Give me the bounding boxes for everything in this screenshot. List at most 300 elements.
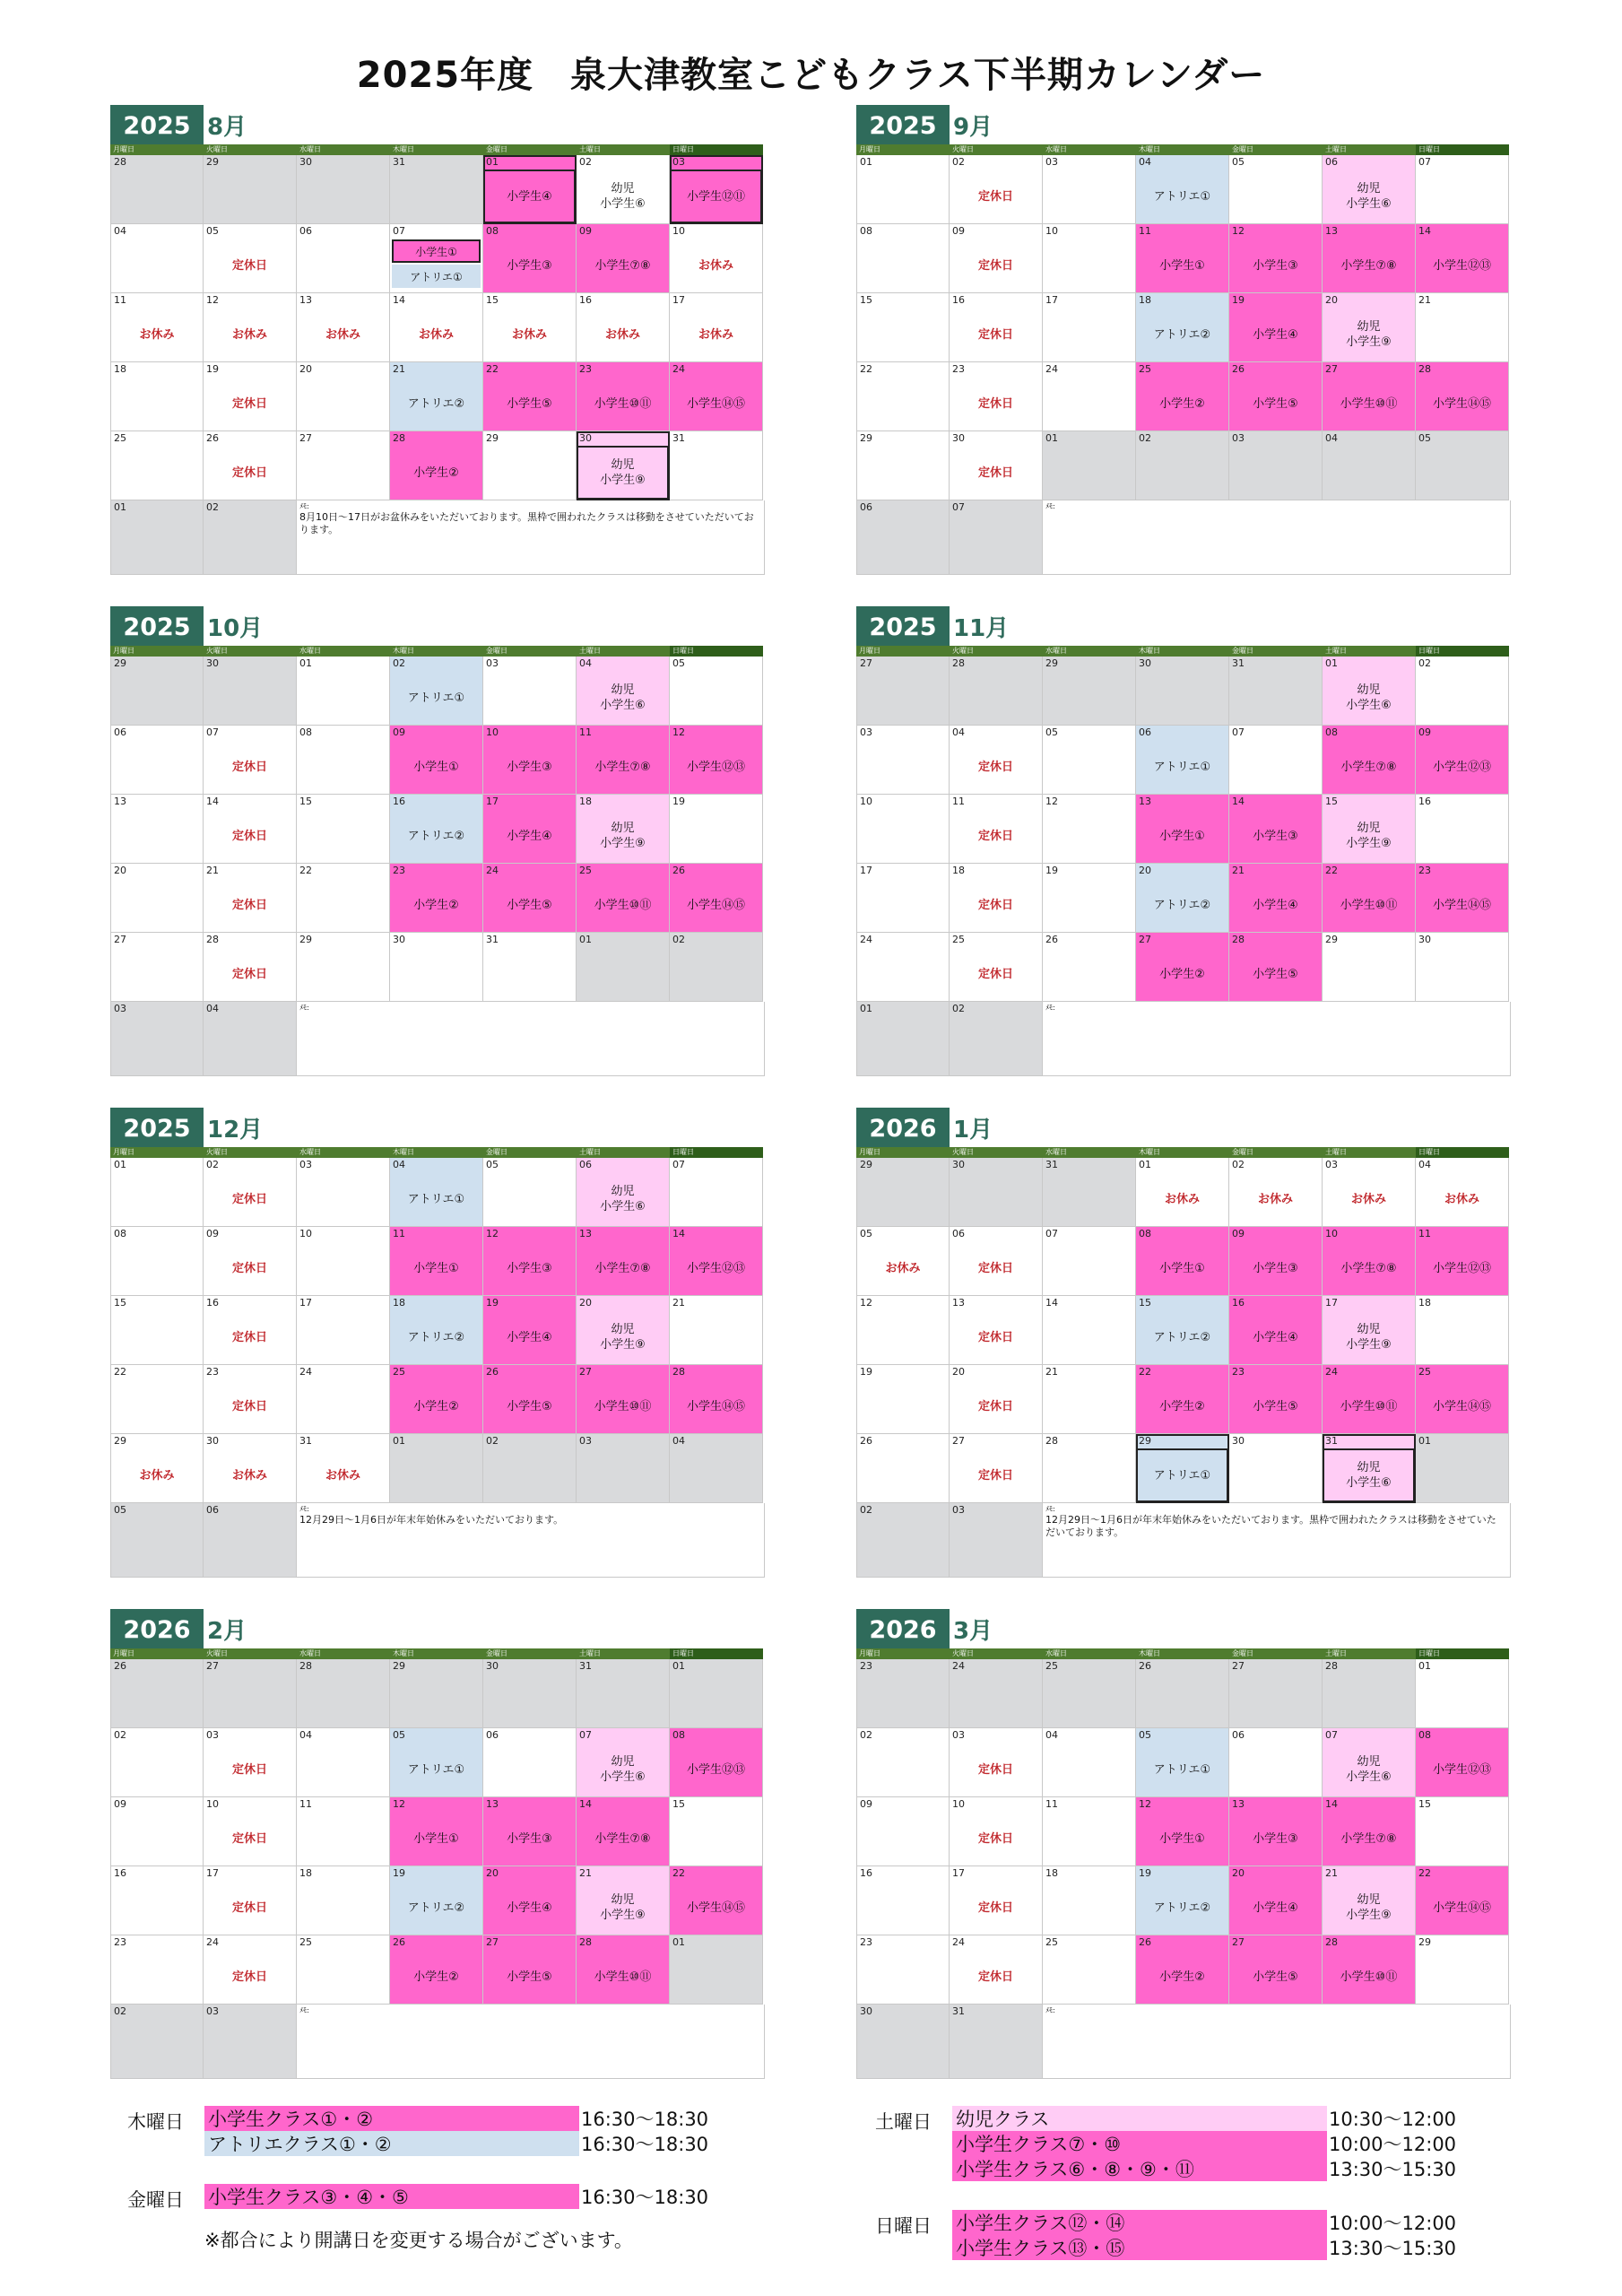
closed-label: 定休日 — [977, 967, 1013, 981]
day-cell — [577, 1935, 670, 2005]
day-number: 18 — [1045, 1867, 1058, 1879]
weekday-header: 月曜日 — [856, 646, 950, 657]
day-number: 30 — [1418, 934, 1431, 945]
day-cell — [1043, 1728, 1136, 1797]
day-cell — [670, 1935, 763, 2005]
day-cell — [1229, 1866, 1323, 1935]
day-cell — [856, 1158, 950, 1227]
day-cell — [110, 362, 204, 431]
day-number: 20 — [579, 1297, 592, 1309]
memo-label: ﾒﾓ: — [299, 1004, 309, 1012]
day-cell — [390, 1866, 483, 1935]
day-number: 16 — [952, 294, 965, 306]
day-number: 23 — [860, 1660, 872, 1672]
class-event: 小学生⑦⑧ — [1340, 1831, 1397, 1846]
day-number: 19 — [393, 1867, 405, 1879]
day-cell — [577, 657, 670, 726]
day-number: 21 — [1418, 294, 1431, 306]
day-cell — [1323, 1728, 1416, 1797]
day-number: 02 — [114, 2005, 126, 2017]
day-number: 03 — [1232, 432, 1245, 444]
class-event: 幼児 小学生⑨ — [1346, 822, 1392, 850]
day-number: 30 — [952, 432, 965, 444]
day-cell — [110, 155, 204, 224]
memo-text: 12月29日～1月6日が年末年始休みをいただいております。 — [299, 1514, 564, 1526]
day-cell — [856, 1935, 950, 2005]
day-cell — [110, 1158, 204, 1227]
day-number: 22 — [1139, 1366, 1151, 1378]
memo-label: ﾒﾓ: — [299, 502, 309, 510]
day-number: 03 — [860, 726, 872, 738]
day-number: 03 — [206, 1729, 219, 1741]
day-number: 12 — [1045, 796, 1058, 807]
day-cell — [483, 1797, 577, 1866]
day-number: 21 — [206, 865, 219, 876]
closed-label: 定休日 — [977, 1330, 1013, 1344]
day-cell — [483, 1227, 577, 1296]
day-number: 19 — [860, 1366, 872, 1378]
day-number: 16 — [860, 1867, 872, 1879]
memo-text: 8月10日～17日がお盆休みをいただいております。黒枠で囲われたクラスは移動をさせていただいております。 — [299, 511, 754, 535]
day-number: 29 — [1045, 657, 1058, 669]
day-cell — [1043, 1227, 1136, 1296]
legend-time: 10:00～12:00 — [1329, 2213, 1457, 2234]
day-cell — [204, 657, 297, 726]
weekday-header: 土曜日 — [1323, 1147, 1416, 1158]
day-number: 29 — [114, 1435, 126, 1447]
memo-box — [297, 1002, 765, 1076]
day-number: 21 — [1325, 1867, 1338, 1879]
weekday-header: 月曜日 — [110, 144, 204, 155]
day-number: 15 — [114, 1297, 126, 1309]
day-number: 30 — [299, 156, 312, 168]
day-cell — [1136, 1728, 1229, 1797]
class-event: 小学生⑤ — [507, 1970, 552, 1984]
weekday-header: 月曜日 — [856, 144, 950, 155]
day-cell — [390, 293, 483, 362]
month-header — [856, 1609, 1511, 1648]
day-number: 07 — [1325, 1729, 1338, 1741]
day-cell — [577, 795, 670, 864]
day-cell — [297, 1296, 390, 1365]
class-event: 小学生⑭⑮ — [1432, 898, 1491, 912]
day-cell — [577, 1365, 670, 1434]
day-cell — [1416, 657, 1509, 726]
class-event: 小学生⑤ — [507, 898, 552, 912]
day-number: 07 — [1232, 726, 1245, 738]
day-cell — [1136, 1659, 1229, 1728]
class-event: 幼児 小学生⑥ — [600, 683, 646, 712]
day-cell — [297, 726, 390, 795]
day-cell — [1416, 1365, 1509, 1434]
memo-label: ﾒﾓ: — [1045, 1505, 1055, 1513]
day-cell — [1416, 362, 1509, 431]
day-cell — [1136, 1158, 1229, 1227]
day-cell — [483, 1728, 577, 1797]
weekday-header: 土曜日 — [1323, 646, 1416, 657]
day-cell — [204, 1797, 297, 1866]
day-number: 02 — [1418, 657, 1431, 669]
day-number: 22 — [1325, 865, 1338, 876]
day-cell — [390, 155, 483, 224]
day-number: 03 — [299, 1159, 312, 1170]
day-cell — [483, 155, 577, 224]
day-cell — [297, 1158, 390, 1227]
day-cell — [670, 1296, 763, 1365]
day-cell — [856, 1797, 950, 1866]
day-cell — [1229, 1659, 1323, 1728]
month-grid — [110, 1648, 765, 2081]
day-number: 24 — [952, 1660, 965, 1672]
memo-box — [297, 500, 765, 575]
day-cell — [110, 1935, 204, 2005]
day-number: 28 — [206, 934, 219, 945]
day-number: 09 — [860, 1798, 872, 1810]
day-cell — [204, 362, 297, 431]
day-cell — [1229, 933, 1323, 1002]
day-cell — [204, 1659, 297, 1728]
closed-label: 定休日 — [977, 1970, 1013, 1984]
month-grid — [856, 1147, 1511, 1579]
weekday-header: 木曜日 — [390, 144, 483, 155]
day-number: 28 — [952, 657, 965, 669]
month-year: 2025 — [110, 105, 204, 144]
day-cell — [1323, 155, 1416, 224]
weekday-header: 木曜日 — [1136, 1147, 1229, 1158]
class-event: 小学生④ — [507, 829, 552, 843]
day-number: 09 — [1418, 726, 1431, 738]
day-cell — [577, 933, 670, 1002]
weekday-header: 月曜日 — [110, 1648, 204, 1659]
day-number: 26 — [1232, 363, 1245, 375]
class-event: アトリエ② — [407, 1330, 465, 1344]
day-cell — [1229, 362, 1323, 431]
day-cell — [1323, 1797, 1416, 1866]
day-cell — [297, 1659, 390, 1728]
day-number: 06 — [1232, 1729, 1245, 1741]
class-event: 幼児 小学生⑥ — [1323, 1448, 1415, 1502]
day-cell — [1229, 1227, 1323, 1296]
day-cell — [1323, 933, 1416, 1002]
weekday-header: 水曜日 — [1043, 144, 1136, 155]
day-number: 10 — [299, 1228, 312, 1239]
day-number: 20 — [114, 865, 126, 876]
day-cell — [1229, 795, 1323, 864]
class-event: アトリエ① — [1136, 1448, 1228, 1502]
day-number: 21 — [579, 1867, 592, 1879]
day-cell — [483, 1158, 577, 1227]
closed-label: 定休日 — [977, 1762, 1013, 1777]
day-cell — [110, 1659, 204, 1728]
month-calendar — [110, 606, 765, 1078]
class-event: 小学生⑦⑧ — [594, 258, 651, 273]
class-event: 小学生④ — [483, 170, 576, 223]
day-cell — [1136, 155, 1229, 224]
day-number: 07 — [206, 726, 219, 738]
day-cell — [297, 933, 390, 1002]
day-cell — [297, 1797, 390, 1866]
day-cell — [670, 1866, 763, 1935]
weekday-header: 水曜日 — [1043, 646, 1136, 657]
day-number: 23 — [393, 865, 405, 876]
month-year: 2026 — [856, 1609, 950, 1648]
day-cell — [856, 864, 950, 933]
month-year: 2026 — [110, 1609, 204, 1648]
day-number: 18 — [114, 363, 126, 375]
month-year: 2025 — [856, 105, 950, 144]
day-number: 09 — [206, 1228, 219, 1239]
month-grid — [110, 144, 765, 577]
day-number: 13 — [579, 1228, 592, 1239]
day-cell — [950, 657, 1043, 726]
memo-label: ﾒﾓ: — [1045, 1004, 1055, 1012]
day-number: 01 — [1325, 657, 1338, 669]
day-number: 03 — [206, 2005, 219, 2017]
day-cell — [1416, 726, 1509, 795]
class-event: アトリエ① — [407, 1192, 465, 1206]
day-cell — [483, 933, 577, 1002]
day-cell — [204, 795, 297, 864]
day-cell — [483, 293, 577, 362]
memo-day-cell — [204, 1002, 297, 1076]
closed-label: 定休日 — [977, 898, 1013, 912]
day-cell — [297, 864, 390, 933]
day-number: 16 — [206, 1297, 219, 1309]
class-event: 小学生⑤ — [1253, 1399, 1298, 1413]
day-number: 23 — [1418, 865, 1431, 876]
day-number: 30 — [486, 1660, 499, 1672]
day-number: 11 — [1045, 1798, 1058, 1810]
class-event: 小学生⑤ — [1253, 967, 1298, 981]
class-event: 小学生⑭⑮ — [1432, 1900, 1491, 1915]
legend-class: 小学生クラス⑦・⑩ — [952, 2131, 1327, 2156]
day-number: 01 — [672, 1936, 685, 1948]
day-cell — [1323, 431, 1416, 500]
day-cell — [577, 224, 670, 293]
class-event: 小学生① — [1159, 829, 1205, 843]
day-number: 30 — [1232, 1435, 1245, 1447]
day-number: 08 — [114, 1228, 126, 1239]
day-cell — [1416, 1659, 1509, 1728]
class-event: 小学生⑦⑧ — [594, 1261, 651, 1275]
day-cell — [297, 1935, 390, 2005]
weekday-header: 火曜日 — [204, 646, 297, 657]
day-number: 08 — [860, 225, 872, 237]
class-event: アトリエ② — [1153, 1330, 1211, 1344]
day-cell — [1323, 1227, 1416, 1296]
class-event: アトリエ① — [1153, 760, 1211, 774]
day-cell — [297, 1227, 390, 1296]
day-cell — [1229, 224, 1323, 293]
class-event: 幼児 小学生⑨ — [1346, 1323, 1392, 1352]
day-cell — [950, 155, 1043, 224]
day-cell — [856, 1365, 950, 1434]
day-cell — [1229, 657, 1323, 726]
day-number: 28 — [1418, 363, 1431, 375]
legend-day: 日曜日 — [875, 2215, 932, 2237]
day-number: 02 — [672, 934, 685, 945]
day-number: 30 — [579, 432, 592, 444]
day-cell — [390, 224, 483, 293]
day-cell — [483, 864, 577, 933]
class-event: 小学生⑫⑪ — [670, 170, 762, 223]
day-cell — [1043, 1935, 1136, 2005]
month-calendar — [856, 1108, 1511, 1579]
day-cell — [1136, 1866, 1229, 1935]
weekday-header: 土曜日 — [577, 1648, 670, 1659]
day-number: 26 — [1139, 1660, 1151, 1672]
class-event: 幼児 小学生⑨ — [600, 1323, 646, 1352]
class-event: 幼児 小学生⑥ — [1346, 1755, 1392, 1784]
memo-box — [297, 2005, 765, 2079]
day-number: 28 — [1325, 1660, 1338, 1672]
day-cell — [950, 1935, 1043, 2005]
day-number: 11 — [1418, 1228, 1431, 1239]
day-cell — [950, 1659, 1043, 1728]
closed-label: 定休日 — [231, 1762, 267, 1777]
month-grid — [856, 646, 1511, 1078]
day-cell — [1136, 864, 1229, 933]
class-event: アトリエ② — [1153, 898, 1211, 912]
weekday-header: 木曜日 — [1136, 1648, 1229, 1659]
day-number: 31 — [1045, 1159, 1058, 1170]
day-number: 09 — [114, 1798, 126, 1810]
closed-label: 定休日 — [977, 1399, 1013, 1413]
day-cell — [1043, 1434, 1136, 1503]
class-event: 小学生① — [413, 1261, 459, 1275]
day-cell — [950, 795, 1043, 864]
day-number: 07 — [1045, 1228, 1058, 1239]
day-number: 13 — [299, 294, 312, 306]
day-number: 19 — [206, 363, 219, 375]
day-number: 17 — [206, 1867, 219, 1879]
day-number: 26 — [206, 432, 219, 444]
class-event: 小学生② — [413, 898, 459, 912]
day-cell — [1136, 1296, 1229, 1365]
class-event: 小学生② — [1159, 967, 1205, 981]
class-event: 幼児 小学生⑨ — [577, 446, 669, 500]
class-event: 小学生② — [1159, 396, 1205, 411]
day-cell — [1229, 1296, 1323, 1365]
class-event: 小学生② — [413, 465, 459, 480]
day-number: 14 — [1418, 225, 1431, 237]
day-cell — [297, 1866, 390, 1935]
closed-label: 定休日 — [977, 1261, 1013, 1275]
day-number: 19 — [1139, 1867, 1151, 1879]
day-cell — [1229, 155, 1323, 224]
day-number: 20 — [486, 1867, 499, 1879]
day-cell — [204, 1728, 297, 1797]
month-calendar — [110, 1609, 765, 2081]
day-cell — [204, 726, 297, 795]
weekday-header: 月曜日 — [856, 1648, 950, 1659]
day-cell — [297, 155, 390, 224]
class-event: 小学生⑫⑬ — [686, 1261, 745, 1275]
class-event: 小学生⑤ — [507, 1399, 552, 1413]
day-number: 01 — [486, 156, 499, 168]
day-cell — [297, 224, 390, 293]
day-number: 25 — [114, 432, 126, 444]
class-event: 小学生⑤ — [1253, 1970, 1298, 1984]
memo-day-cell — [950, 1503, 1043, 1578]
day-number: 30 — [860, 2005, 872, 2017]
day-number: 25 — [393, 1366, 405, 1378]
memo-label: ﾒﾓ: — [299, 1505, 309, 1513]
day-cell — [1043, 1365, 1136, 1434]
day-cell — [1416, 1434, 1509, 1503]
day-number: 14 — [206, 796, 219, 807]
day-cell — [1416, 155, 1509, 224]
class-event: 小学生③ — [507, 1261, 552, 1275]
month-header — [110, 105, 765, 144]
day-number: 01 — [1418, 1660, 1431, 1672]
day-number: 24 — [952, 1936, 965, 1948]
day-number: 31 — [393, 156, 405, 168]
closed-label: お休み — [139, 1468, 175, 1483]
day-cell — [204, 1158, 297, 1227]
day-number: 31 — [1325, 1435, 1338, 1447]
day-number: 22 — [114, 1366, 126, 1378]
day-number: 28 — [1232, 934, 1245, 945]
closed-label: お休み — [325, 327, 360, 342]
day-number: 16 — [114, 1867, 126, 1879]
day-cell — [1136, 795, 1229, 864]
day-number: 21 — [1232, 865, 1245, 876]
day-cell — [297, 1365, 390, 1434]
day-cell — [110, 1296, 204, 1365]
day-cell — [670, 1227, 763, 1296]
class-event: 幼児 小学生⑨ — [600, 822, 646, 850]
day-number: 06 — [1139, 726, 1151, 738]
day-number: 24 — [486, 865, 499, 876]
day-number: 03 — [1325, 1159, 1338, 1170]
class-event: 幼児 小学生⑨ — [1346, 1893, 1392, 1922]
month-calendar — [856, 105, 1511, 577]
class-event: アトリエ② — [407, 829, 465, 843]
note-text: ※都合により開講日を変更する場合がございます。 — [204, 2230, 633, 2251]
day-cell — [856, 1659, 950, 1728]
month-header — [110, 606, 765, 646]
day-cell — [204, 933, 297, 1002]
month-header — [856, 1108, 1511, 1147]
weekday-header: 火曜日 — [204, 1147, 297, 1158]
day-number: 08 — [672, 1729, 685, 1741]
weekday-header: 火曜日 — [204, 1648, 297, 1659]
day-cell — [1043, 795, 1136, 864]
day-cell — [297, 657, 390, 726]
day-number: 15 — [1139, 1297, 1151, 1309]
day-number: 28 — [579, 1936, 592, 1948]
class-event: 小学生⑩⑪ — [1340, 898, 1398, 912]
memo-day-cell — [856, 1002, 950, 1076]
day-cell — [1043, 657, 1136, 726]
day-cell — [110, 1365, 204, 1434]
day-cell — [1323, 795, 1416, 864]
day-cell — [1229, 726, 1323, 795]
class-event: 小学生⑦⑧ — [1340, 258, 1397, 273]
class-event: 小学生⑤ — [1253, 396, 1298, 411]
class-event: 小学生③ — [1253, 258, 1298, 273]
day-cell — [390, 1659, 483, 1728]
month-name: 8月 — [207, 114, 247, 141]
day-cell — [110, 795, 204, 864]
day-number: 12 — [393, 1798, 405, 1810]
class-event: 小学生⑩⑪ — [1340, 1970, 1398, 1984]
day-cell — [1043, 155, 1136, 224]
month-header — [856, 105, 1511, 144]
day-number: 04 — [114, 225, 126, 237]
day-number: 29 — [1139, 1435, 1151, 1447]
